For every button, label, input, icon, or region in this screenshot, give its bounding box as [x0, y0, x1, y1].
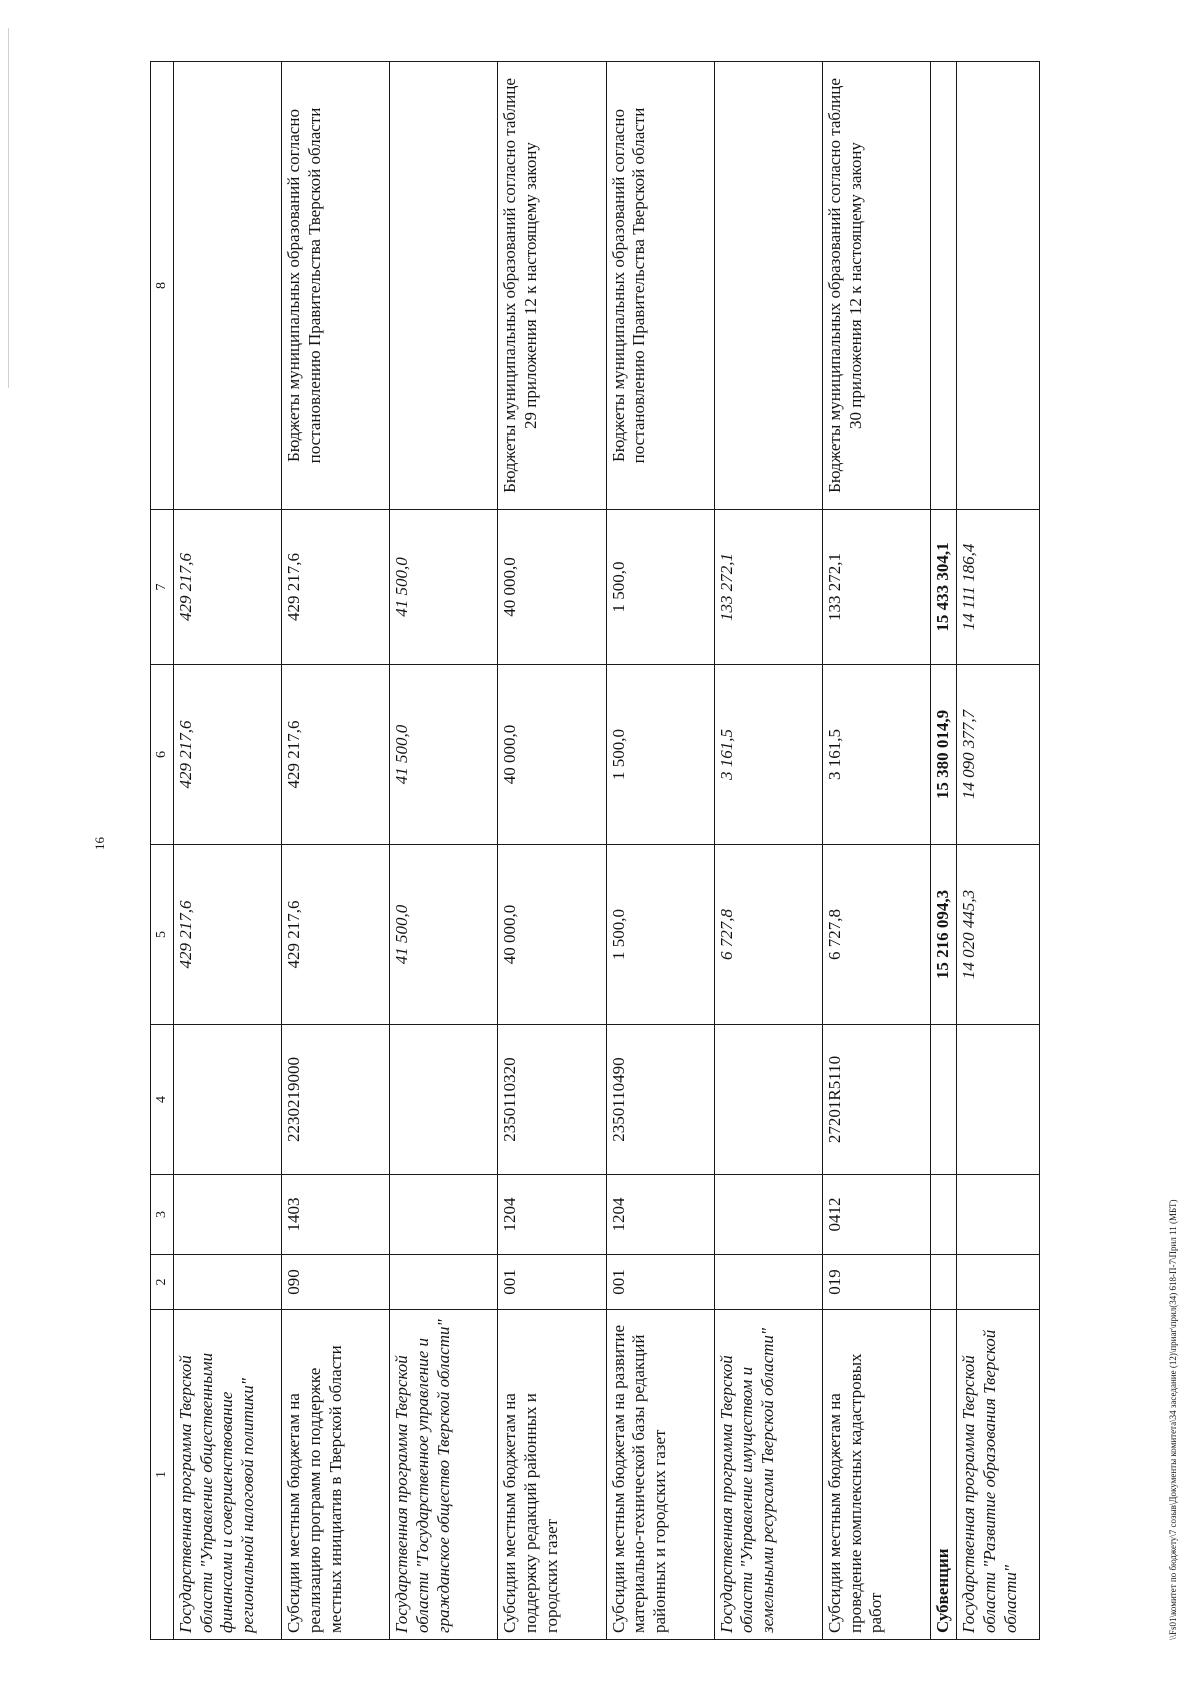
recipient-description: Бюджеты муниципальных образований согласно таблице 29 приложения 12 к настоящему закону [498, 62, 606, 510]
amount-col6: 15 380 014,9 [930, 665, 957, 845]
subsidy-name: Субсидии местным бюджетам на проведение комплексных кадастровых работ [822, 1310, 930, 1640]
amount-col5: 429 217,6 [174, 845, 282, 1025]
column-header: 5 [151, 845, 174, 1025]
target-code [957, 1025, 1040, 1175]
subsidy-name: Субсидии местным бюджетам на реализацию программ по поддержке местных инициатив в Тверской области [282, 1310, 390, 1640]
amount-col7: 14 111 186,4 [957, 510, 1040, 665]
table-row [498, 62, 606, 1640]
column-number-row [151, 62, 174, 1640]
target-code [390, 1025, 498, 1175]
column-header: 7 [151, 510, 174, 665]
section-code [390, 1175, 498, 1255]
column-header: 4 [151, 1025, 174, 1175]
gp-code [930, 1255, 957, 1310]
section-code [930, 1175, 957, 1255]
program-name: Государственная программа Тверской области "Государственное управление и гражданское общество Тверской области" [390, 1310, 498, 1640]
subventions-total-row [930, 62, 957, 1640]
subsidy-name: Субсидии местным бюджетам на поддержку редакций районных и городских газет [498, 1310, 606, 1640]
amount-col5: 40 000,0 [498, 845, 606, 1025]
amount-col5: 6 727,8 [822, 845, 930, 1025]
gp-code [390, 1255, 498, 1310]
amount-col6: 41 500,0 [390, 665, 498, 845]
amount-col5: 429 217,6 [282, 845, 390, 1025]
column-header: 2 [151, 1255, 174, 1310]
table-row [822, 62, 930, 1640]
program-name: Государственная программа Тверской области "Управление имуществом и земельными ресурсами Тверской области" [714, 1310, 822, 1640]
amount-col7: 40 000,0 [498, 510, 606, 665]
target-code: 2350110320 [498, 1025, 606, 1175]
amount-col7: 41 500,0 [390, 510, 498, 665]
recipient-description [957, 62, 1040, 510]
section-code: 1204 [606, 1175, 714, 1255]
amount-col6: 429 217,6 [174, 665, 282, 845]
amount-col6: 40 000,0 [498, 665, 606, 845]
table-row [282, 62, 390, 1640]
program-name: Государственная программа Тверской области "Управление общественными финансами и совершенствование региональной налоговой политики" [174, 1310, 282, 1640]
recipient-description [174, 62, 282, 510]
section-code [714, 1175, 822, 1255]
program-name: Государственная программа Тверской области "Развитие образования Тверской области" [957, 1310, 1040, 1640]
amount-col6: 3 161,5 [822, 665, 930, 845]
gp-code: 019 [822, 1255, 930, 1310]
gp-code [957, 1255, 1040, 1310]
subventions-label: Субвенции [930, 1310, 957, 1640]
amount-col7: 133 272,1 [822, 510, 930, 665]
amount-col5: 6 727,8 [714, 845, 822, 1025]
recipient-description: Бюджеты муниципальных образований согласно таблице 30 приложения 12 к настоящему закону [822, 62, 930, 510]
target-code [174, 1025, 282, 1175]
amount-col7: 1 500,0 [606, 510, 714, 665]
section-code: 0412 [822, 1175, 930, 1255]
table-row [606, 62, 714, 1640]
recipient-description: Бюджеты муниципальных образований согласно постановлению Правительства Тверской области [282, 62, 390, 510]
column-header: 3 [151, 1175, 174, 1255]
table-row [174, 62, 282, 1640]
subsidy-name: Субсидии местным бюджетам на развитие материально-технической базы редакций районных и городских газет [606, 1310, 714, 1640]
table-row [714, 62, 822, 1640]
column-header: 1 [151, 1310, 174, 1640]
amount-col6: 429 217,6 [282, 665, 390, 845]
section-code [174, 1175, 282, 1255]
amount-col5: 14 020 445,3 [957, 845, 1040, 1025]
amount-col7: 133 272,1 [714, 510, 822, 665]
rotated-table-container [150, 61, 1040, 1640]
amount-col6: 14 090 377,7 [957, 665, 1040, 845]
recipient-description [714, 62, 822, 510]
amount-col7: 429 217,6 [282, 510, 390, 665]
footer-file-path: \\Fs01\комитет по бюджету\7 созыв\Документы комитета\34 заседание (12)\приаг\прил(34) 618-П-7\Прил 11 (МБТ) [1168, 1199, 1178, 1640]
target-code [714, 1025, 822, 1175]
section-code [957, 1175, 1040, 1255]
target-code [930, 1025, 957, 1175]
amount-col7: 429 217,6 [174, 510, 282, 665]
recipient-description: Бюджеты муниципальных образований согласно постановлению Правительства Тверской области [606, 62, 714, 510]
gp-code: 001 [498, 1255, 606, 1310]
gp-code [174, 1255, 282, 1310]
target-code: 27201R5110 [822, 1025, 930, 1175]
table-row [390, 62, 498, 1640]
amount-col7: 15 433 304,1 [930, 510, 957, 665]
amount-col6: 1 500,0 [606, 665, 714, 845]
gp-code [714, 1255, 822, 1310]
gp-code: 001 [606, 1255, 714, 1310]
amount-col5: 41 500,0 [390, 845, 498, 1025]
recipient-description [930, 62, 957, 510]
column-header: 6 [151, 665, 174, 845]
amount-col5: 1 500,0 [606, 845, 714, 1025]
amount-col6: 3 161,5 [714, 665, 822, 845]
table-row [957, 62, 1040, 1640]
target-code: 2350110490 [606, 1025, 714, 1175]
page-number: 16 [92, 837, 107, 850]
target-code: 2230219000 [282, 1025, 390, 1175]
scan-edge-line [8, 28, 9, 388]
column-header: 8 [151, 62, 174, 510]
section-code: 1204 [498, 1175, 606, 1255]
amount-col5: 15 216 094,3 [930, 845, 957, 1025]
recipient-description [390, 62, 498, 510]
section-code: 1403 [282, 1175, 390, 1255]
budget-table [150, 61, 1040, 1640]
gp-code: 090 [282, 1255, 390, 1310]
